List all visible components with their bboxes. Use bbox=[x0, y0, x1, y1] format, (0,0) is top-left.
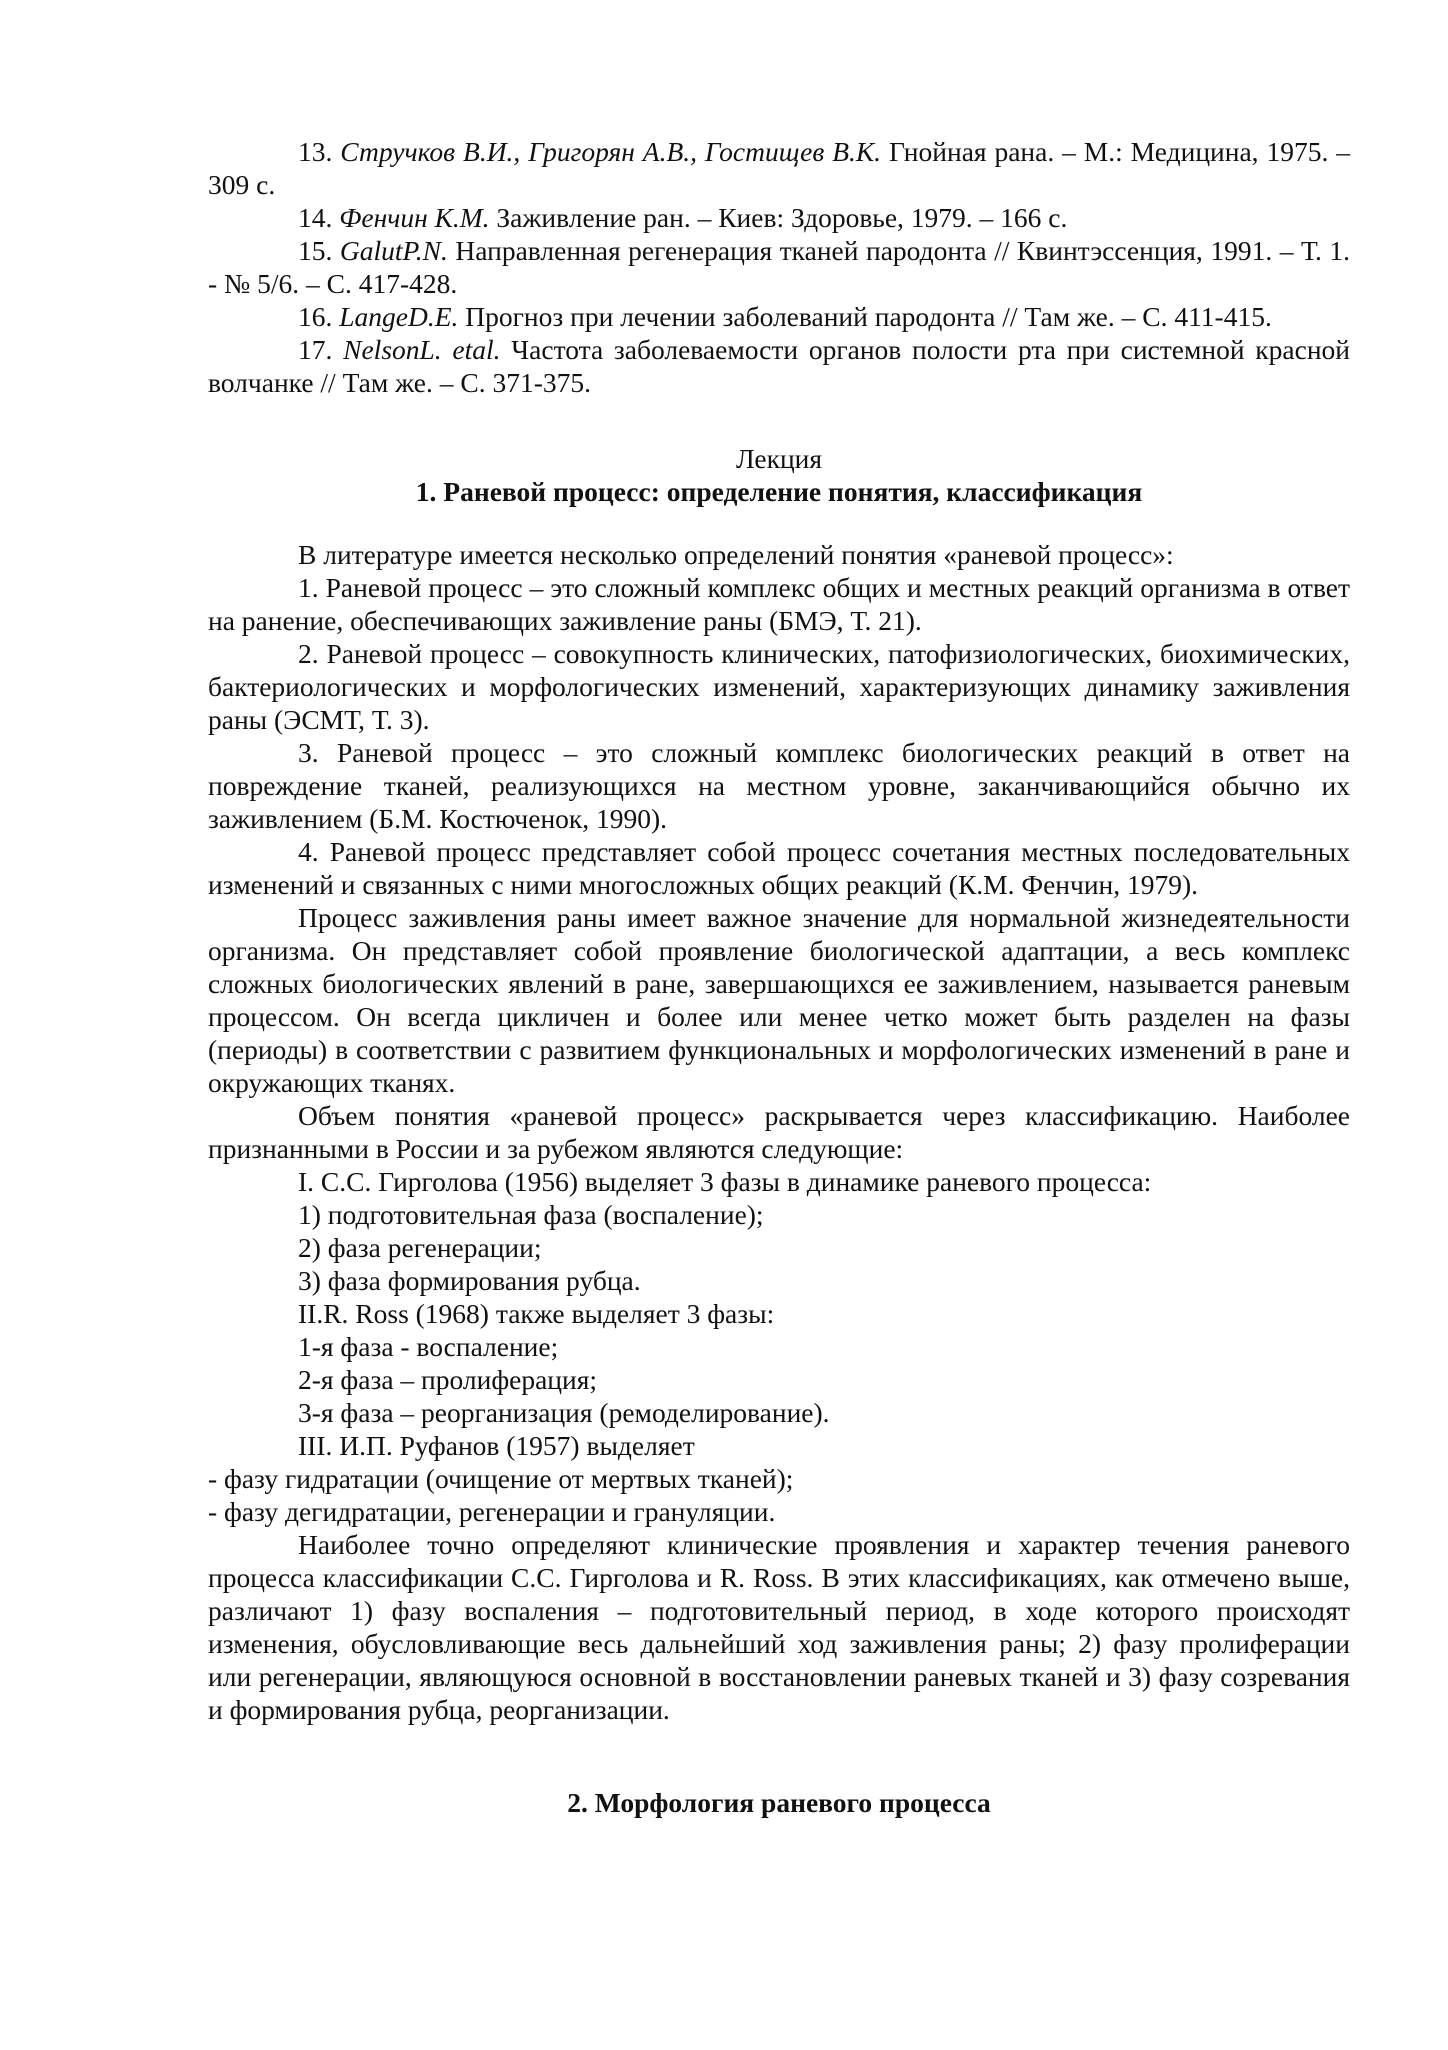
intro-paragraph: В литературе имеется несколько определений понятия «раневой процесс»: bbox=[298, 539, 1174, 570]
body-paragraph: Процесс заживления раны имеет важное значение для нормальной жизнедеятельности организма. Он представляет собой проявление биологической адаптации, а весь комплекс сложных биологических явлений в ране, завершающихся ее заживлением, называется раневым процессом. Он всегда цикличен и более или менее четко может быть разделен на фазы (периоды) в соответствии с развитием функциональных и морфологических изменений в ране и окружающих тканях. bbox=[208, 902, 1350, 1098]
reference-author: NelsonL. etal. bbox=[343, 334, 501, 365]
body-paragraph: Наиболее точно определяют клинические проявления и характер течения раневого процесса классификации С.С. Гирголова и R. Ross. В этих классификациях, как отмечено выше, различают 1) фазу воспаления – подготовительный период, в ходе которого происходят изменения, обусловливающие весь дальнейший ход заживления раны; 2) фазу пролиферации или регенерации, являющуюся основной в восстановлении раневых тканей и 3) фазу созревания и формирования рубца, реорганизации. bbox=[208, 1529, 1350, 1725]
reference-item bbox=[208, 201, 1350, 234]
document-page bbox=[208, 135, 1350, 1819]
classification-list bbox=[208, 1165, 1350, 1528]
reference-number: 17. bbox=[298, 334, 344, 365]
classification-line: 3) фаза формирования рубца. bbox=[298, 1265, 641, 1296]
classification-line: 1-я фаза - воспаление; bbox=[298, 1331, 559, 1362]
classification-line: 1) подготовительная фаза (воспаление); bbox=[298, 1199, 764, 1230]
classification-line: II.R. Ross (1968) также выделяет 3 фазы: bbox=[298, 1298, 775, 1329]
reference-item bbox=[208, 300, 1350, 333]
classification-line: 3-я фаза – реорганизация (ремоделирование). bbox=[298, 1397, 830, 1428]
classification-line: 2) фаза регенерации; bbox=[298, 1232, 542, 1263]
section-title: 2. Морфология раневого процесса bbox=[567, 1787, 991, 1818]
reference-item bbox=[208, 135, 1350, 201]
body-paragraph: Объем понятия «раневой процесс» раскрывается через классификацию. Наиболее признанными в России и за рубежом являются следующие: bbox=[208, 1100, 1350, 1164]
reference-text: Частота заболеваемости органов полости рта при системной красной волчанке // Там же. – С. 371-375. bbox=[208, 334, 1350, 398]
reference-text: Заживление ран. – Киев: Здоровье, 1979. – 166 с. bbox=[489, 202, 1068, 233]
reference-text: Прогноз при лечении заболеваний пародонта // Там же. – С. 411-415. bbox=[458, 301, 1272, 332]
dash-line: - фазу дегидратации, регенерации и грануляции. bbox=[208, 1496, 776, 1527]
reference-number: 13. bbox=[298, 136, 341, 167]
classification-line: I. С.С. Гирголова (1956) выделяет 3 фазы в динамике раневого процесса: bbox=[298, 1166, 1152, 1197]
dash-line: - фазу гидратации (очищение от мертвых тканей); bbox=[208, 1463, 794, 1494]
definition-item: 4. Раневой процесс представляет собой процесс сочетания местных последовательных изменений и связанных с ними многосложных общих реакций (К.М. Фенчин, 1979). bbox=[208, 836, 1350, 900]
reference-number: 15. bbox=[298, 235, 340, 266]
reference-item bbox=[208, 234, 1350, 300]
reference-item bbox=[208, 333, 1350, 399]
reference-list bbox=[208, 135, 1350, 399]
reference-text: Гнойная рана. – М.: Медицина, 1975. – 309 с. bbox=[208, 136, 1350, 200]
classification-line: III. И.П. Руфанов (1957) выделяет bbox=[298, 1430, 695, 1461]
reference-author: GalutP.N. bbox=[339, 235, 448, 266]
reference-number: 14. bbox=[298, 202, 340, 233]
definition-item: 1. Раневой процесс – это сложный комплекс общих и местных реакций организма в ответ на ранение, обеспечивающих заживление раны (БМЭ, Т. 21). bbox=[208, 572, 1350, 636]
reference-author: Фенчин К.М. bbox=[339, 202, 490, 233]
reference-author: Стручков В.И., Григорян А.В., Гостищев В.К. bbox=[340, 136, 882, 167]
lecture-title: 1. Раневой процесс: определение понятия, классификация bbox=[415, 476, 1143, 507]
definition-item: 2. Раневой процесс – совокупность клинических, патофизиологических, биохимических, бактериологических и морфологических изменений, характеризующих динамику заживления раны (ЭСМТ, Т. 3). bbox=[208, 638, 1350, 735]
reference-author: LangeD.E. bbox=[339, 301, 459, 332]
classification-line: 2-я фаза – пролиферация; bbox=[298, 1364, 598, 1395]
reference-number: 16. bbox=[298, 301, 340, 332]
lecture-label: Лекция bbox=[735, 443, 823, 474]
reference-text: Направленная регенерация тканей пародонта // Квинтэссенция, 1991. – Т. 1. - № 5/6. – С. 417-428. bbox=[208, 235, 1351, 299]
definition-item: 3. Раневой процесс – это сложный комплекс биологических реакций в ответ на повреждение тканей, реализующихся на местном уровне, заканчивающийся обычно их заживлением (Б.М. Костюченок, 1990). bbox=[208, 737, 1350, 834]
